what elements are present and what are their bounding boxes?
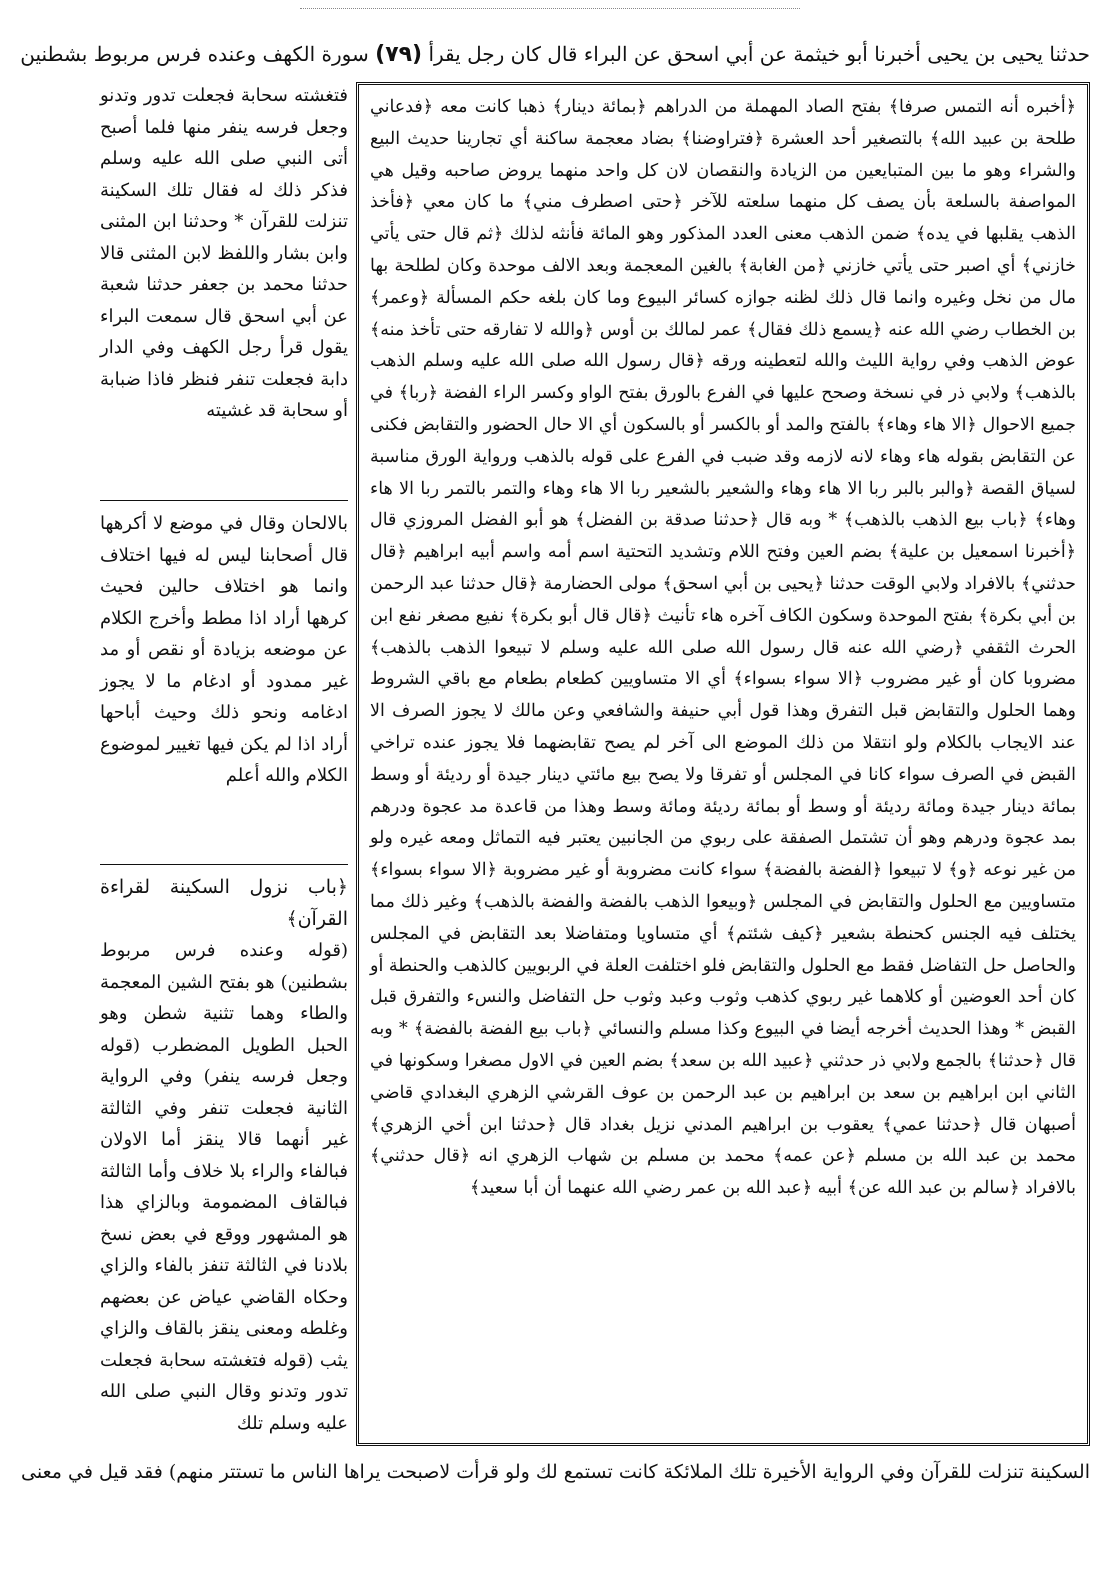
side-column-middle <box>100 508 348 868</box>
side-column-top <box>100 80 348 490</box>
header-text-end: سورة الكهف وعنده فرس مربوط بشطنين <box>20 42 369 66</box>
side-bot-text: (قوله وعنده فرس مربوط بشطنين) هو بفتح الشين المعجمة والطاء وهما تثنية شطن وهو الحبل الطويل المضطرب (قوله وجعل فرسه ينفر) وفي الرواية الثانية فجعلت تنفر وفي الثالثة غير أنهما قالا ينقز أما الاولان فبالفاء والراء بلا خلاف وأما الثالثة فبالقاف المضمومة وبالزاي هذا هو المشهور ووقع في بعض نسخ بلادنا في الثالثة تنفز بالفاء والزاي وحكاه القاضي عياض عن بعضهم وغلطه ومعنى ينقز بالقاف والزاي يثب (قوله فتغشته سحابة فجعلت تدور وتدنو وقال النبي صلى الله عليه وسلم تلك <box>100 940 348 1434</box>
bottom-text: السكينة تنزلت للقرآن وفي الرواية الأخيرة تلك الملائكة كانت تستمع لك ولو قرأت لاصبحت يراها الناس ما تستتر منهم) فقد قيل في معنى <box>21 1461 1090 1483</box>
side-divider-1 <box>100 500 348 501</box>
side-divider-2 <box>100 864 348 865</box>
section-heading: ﴿باب نزول السكينة لقراءة القرآن﴾ <box>100 876 348 930</box>
side-mid-text: بالالحان وقال في موضع لا أكرهها قال أصحابنا ليس له فيها اختلاف وانما هو اختلاف حالين فحيث كرهها أراد اذا مطط وأخرج الكلام عن موضعه بزيادة أو نقص أو مد غير ممدود أو ادغام ما لا يجوز ادغامه ونحو ذلك وحيث أباحها أراد اذا لم يكن فيها تغيير لموضوع الكلام والله أعلم <box>100 513 348 786</box>
top-rule <box>300 8 800 9</box>
bottom-line <box>21 1452 1090 1492</box>
commentary-text: ﴿أخبره أنه التمس صرفا﴾ بفتح الصاد المهملة من الدراهم ﴿بمائة دينار﴾ ذهبا كانت معه ﴿فدعاني طلحة بن عبيد الله﴾ بالتصغير أحد العشرة ﴿فتراوضنا﴾ بضاد معجمة ساكنة أي تجارينا حديث البيع والشراء وهو ما بين المتبايعين من الزيادة والنقصان لان كل واحد منهما يروض صاحبه وقيل هي المواصفة بالسلعة بأن يصف كل منهما سلعته للآخر ﴿حتى اصطرف مني﴾ ما كان معي ﴿فأخذ الذهب يقلبها في يده﴾ ضمن الذهب معنى العدد المذكور وهو المائة فأنثه لذلك ﴿ثم قال حتى يأتي خازني﴾ أي اصبر حتى يأتي خازني ﴿من الغابة﴾ بالغين المعجمة وبعد الالف موحدة وكان لطلحة بها مال من نخل وغيره وانما قال ذلك لظنه جوازه كسائر البيوع وما كان بلغه حكم المسألة ﴿وعمر﴾ بن الخطاب رضي الله عنه ﴿يسمع ذلك فقال﴾ عمر لمالك بن أوس ﴿والله لا تفارقه حتى تأخذ منه﴾ عوض الذهب وفي رواية الليث والله لتعطينه ورقه ﴿قال رسول الله صلى الله عليه وسلم الذهب بالذهب﴾ ولابي ذر في نسخة وصحح عليها في الفرع بالورق بفتح الواو وكسر الراء الفضة ﴿ربا﴾ في جميع الاحوال ﴿الا هاء وهاء﴾ بالفتح والمد أو بالكسر أو بالسكون أي الا حال الحضور والتقابض فكنى عن التقابض بقوله هاء وهاء لانه لازمه وقد ضبب في الفرع على قوله بالذهب ورواية الورق مناسبة لسياق القصة ﴿والبر بالبر ربا الا هاء وهاء والشعير بالشعير ربا الا هاء وهاء والتمر بالتمر ربا الا هاء وهاء﴾ ﴿باب بيع الذهب بالذهب﴾ * وبه قال ﴿حدثنا صدقة بن الفضل﴾ هو أبو الفضل المروزي قال ﴿أخبرنا اسمعيل بن علية﴾ بضم العين وفتح اللام وتشديد التحتية اسم أمه واسم أبيه ابراهيم ﴿قال حدثني﴾ بالافراد ولابي الوقت حدثنا ﴿يحيى بن أبي اسحق﴾ مولى الحضارمة ﴿قال حدثنا عبد الرحمن بن أبي بكرة﴾ بفتح الموحدة وسكون الكاف آخره هاء تأنيث ﴿قال قال أبو بكرة﴾ نفيع مصغر نفع ابن الحرث الثقفي ﴿رضي الله عنه قال رسول الله صلى الله عليه وسلم لا تبيعوا الذهب بالذهب﴾ مضروبا كان أو غير مضروب ﴿الا سواء بسواء﴾ أي الا متساويين كطعام بطعام مع باقي الشروط وهما الحلول والتقابض قبل التفرق وهذا قول أبي حنيفة والشافعي وعن مالك لا يجوز الصرف الا عند الايجاب بالكلام ولو انتقلا من ذلك الموضع الى آخر لم يصح تقابضهما فلا يجوز عنده تراخي القبض في الصرف سواء كانا في المجلس أو تفرقا ولا يصح بيع مائتي دينار جيدة أو رديئة أو وسط بمائة دينار جيدة ومائة رديئة أو وسط أو بمائة رديئة ومائة وسط وهذا من قاعدة مد عجوة ودرهم بمد عجوة ودرهم وهو أن تشتمل الصفقة على ربوي من الجانبين يعتبر فيه التماثل ومعه غيره ولو من غير نوعه ﴿و﴾ لا تبيعوا ﴿الفضة بالفضة﴾ سواء كانت مضروبة أو غير مضروبة ﴿الا سواء بسواء﴾ متساويين مع الحلول والتقابض في المجلس ﴿وبيعوا الذهب بالفضة والفضة بالذهب﴾ وغير ذلك مما يختلف فيه الجنس كحنطة بشعير ﴿كيف شئتم﴾ أي متساويا ومتفاضلا بعد التقابض في المجلس والحاصل حل التفاضل فقط مع الحلول والتقابض فلو اختلفت العلة في الربويين كالذهب والحنطة أو كان أحد العوضين أو كلاهما غير ربوي كذهب وثوب وعبد وثوب حل التفاضل والنسء والتفرق قبل القبض * وهذا الحديث أخرجه أيضا في البيوع وكذا مسلم والنسائي ﴿باب بيع الفضة بالفضة﴾ * وبه قال ﴿حدثنا﴾ بالجمع ولابي ذر حدثني ﴿عبيد الله بن سعد﴾ بضم العين في الاول مصغرا وسكونها في الثاني ابن ابراهيم بن سعد بن ابراهيم بن عبد الرحمن بن عوف القرشي الزهري البغدادي قاضي أصبهان قال ﴿حدثنا عمي﴾ يعقوب بن ابراهيم المدني نزيل بغداد قال ﴿حدثنا ابن أخي الزهري﴾ محمد بن عبد الله بن مسلم ﴿عن عمه﴾ محمد بن مسلم بن شهاب الزهري انه ﴿قال حدثني﴾ بالافراد ﴿سالم بن عبد الله عن﴾ أبيه ﴿عبد الله بن عمر رضي الله عنهما أن أبا سعيد﴾ <box>370 97 1076 1199</box>
header-line <box>20 38 1090 70</box>
header-text-start: حدثنا يحيى بن يحيى أخبرنا أبو خيثمة عن أبي اسحق عن البراء قال كان رجل يقرأ <box>428 42 1090 66</box>
side-column-bottom <box>100 872 348 1458</box>
commentary-text-block <box>370 92 1076 1438</box>
side-top-text: فتغشته سحابة فجعلت تدور وتدنو وجعل فرسه ينفر منها فلما أصبح أتى النبي صلى الله عليه وسلم فذكر ذلك له فقال تلك السكينة تنزلت للقرآن * وحدثنا ابن المثنى وابن بشار واللفظ لابن المثنى قالا حدثنا محمد بن جعفر حدثنا شعبة عن أبي اسحق قال سمعت البراء يقول قرأ رجل الكهف وفي الدار دابة فجعلت تنفر فنظر فاذا ضبابة أو سحابة قد غشيته <box>100 85 348 421</box>
page-number: (٧٩) <box>375 42 423 67</box>
